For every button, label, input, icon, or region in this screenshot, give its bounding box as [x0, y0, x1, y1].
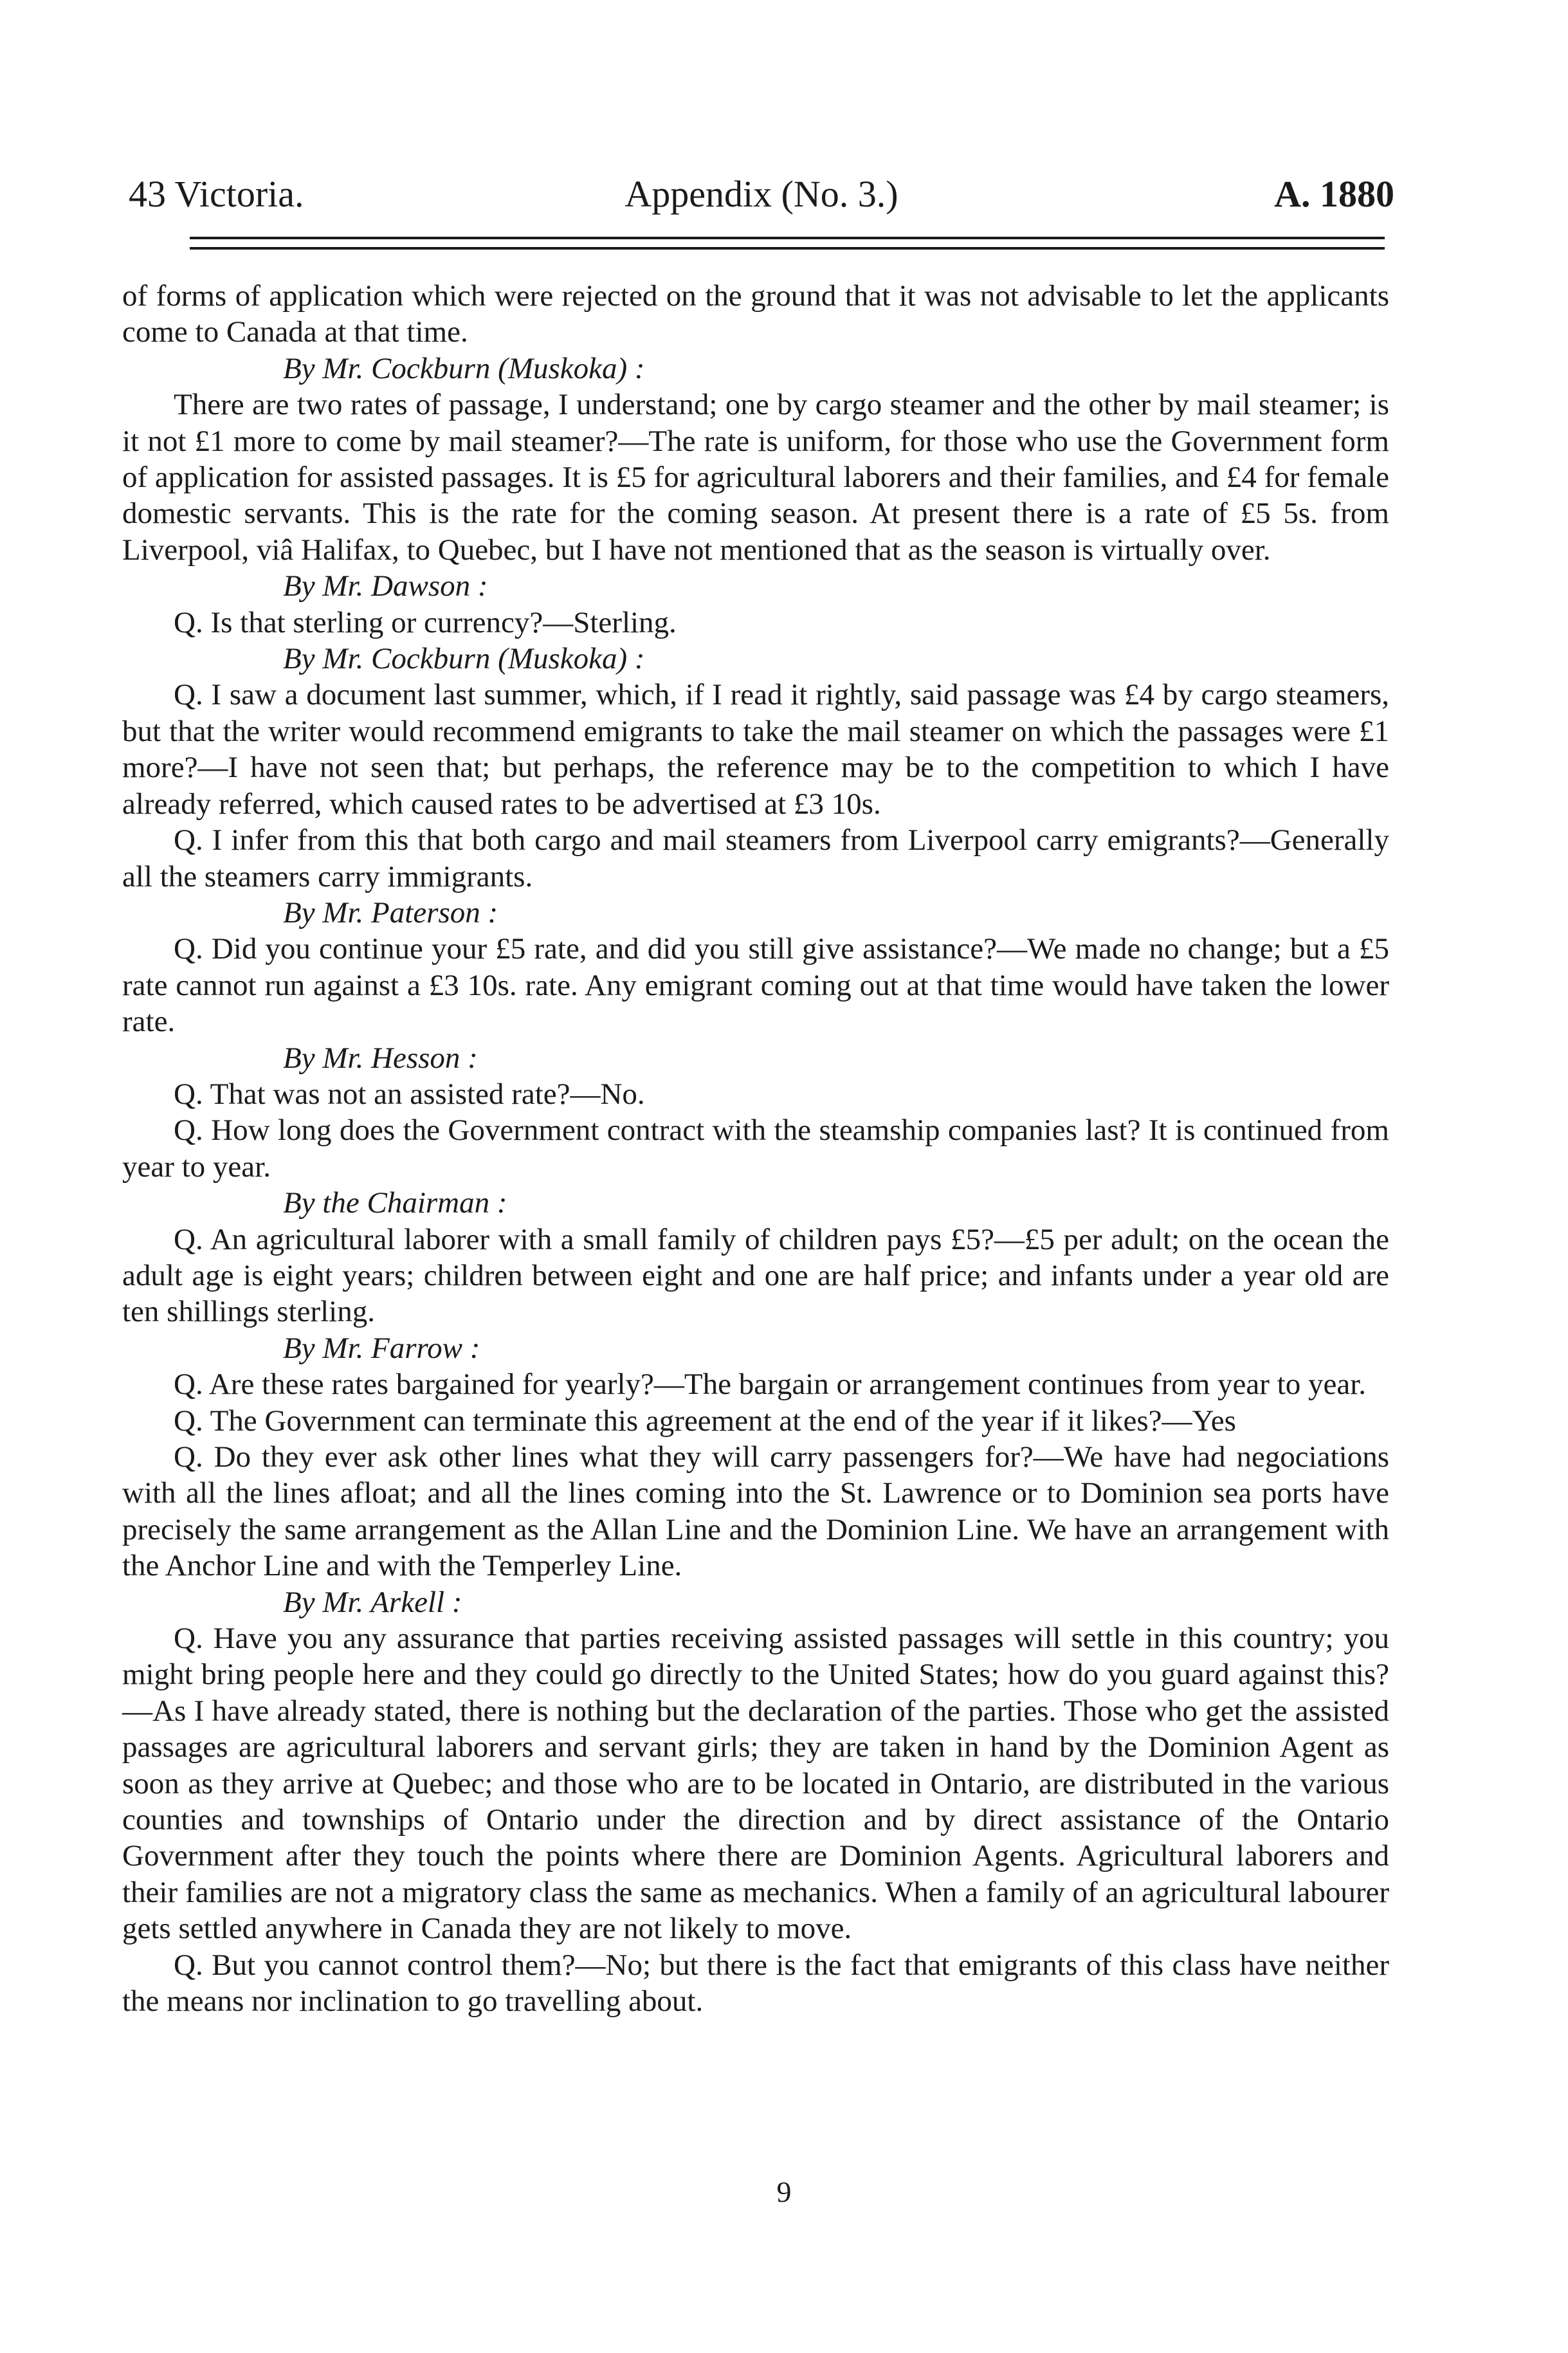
paragraph: Q. Did you continue your £5 rate, and did you still give assistance?—We made no change; but a £5 rate cannot run against a £3 10s. rate. Any emigrant coming out at that time would have taken the lower rate.: [122, 932, 1389, 1039]
paragraph: There are two rates of passage, I understand; one by cargo steamer and the other by mail steamer; is it not £1 more to come by mail steamer?—The rate is uniform, for those who use the Government form of application for assisted passages. It is £5 for agricultural laborers and their families, and £4 for female domestic servants. This is the rate for the coming season. At present there is a rate of £5 5s. from Liverpool, viâ Halifax, to Quebec, but I have not mentioned that as the season is virtually over.: [122, 388, 1389, 567]
paragraph: Q. An agricultural laborer with a small family of children pays £5?—£5 per adult; on the ocean the adult age is eight years; children between eight and one are half price; and infants under a year old are ten shillings sterling.: [122, 1222, 1389, 1329]
header-year: A. 1880: [1274, 173, 1394, 215]
paragraph: Q. Are these rates bargained for yearly?—The bargain or arrangement continues from year to year.: [174, 1368, 1366, 1402]
paragraph: Q. I infer from this that both cargo and mail steamers from Liverpool carry emigrants?—Generally all the steamers carry immigrants.: [122, 823, 1389, 893]
paragraph: of forms of application which were rejected on the ground that it was not advisable to let the applicants come to Canada at that time.: [122, 279, 1389, 349]
speaker-heading: By Mr. Cockburn (Muskoka) :: [283, 642, 645, 676]
header-session: 43 Victoria.: [129, 173, 304, 215]
paragraph: Q. Do they ever ask other lines what they will carry passengers for?—We have had negociations with all the lines afloat; and all the lines coming into the St. Lawrence or to Dominion sea ports have precisely the same arrangement as the Allan Line and the Dominion Line. We have an arrangement with the Anchor Line and with the Temperley Line.: [122, 1440, 1389, 1583]
paragraph: Q. I saw a document last summer, which, if I read it rightly, said passage was £4 by cargo steamers, but that the writer would recommend emigrants to take the mail steamer on which the passages were £1 more?—I have not seen that; but perhaps, the reference may be to the competition to which I have already referred, which caused rates to be advertised at £3 10s.: [122, 678, 1389, 821]
speaker-heading: By Mr. Cockburn (Muskoka) :: [283, 351, 645, 385]
header-rule-bottom: [190, 247, 1385, 250]
paragraph: Q. That was not an assisted rate?—No.: [174, 1077, 645, 1111]
speaker-heading: By Mr. Arkell :: [283, 1585, 462, 1619]
running-header: [129, 169, 1394, 220]
paragraph: Q. The Government can terminate this agreement at the end of the year if it likes?—Yes: [174, 1404, 1236, 1438]
paragraph: Q. But you cannot control them?—No; but there is the fact that emigrants of this class have neither the means nor inclination to go travelling about.: [122, 1948, 1389, 2019]
paragraph: Q. Have you any assurance that parties receiving assisted passages will settle in this country; you might bring people here and they could go directly to the United States; how do you guard against this?—As I have already stated, there is nothing but the declaration of the parties. Those who get the assisted passages are agricultural laborers and servant girls; they are taken in hand by the Dominion Agent as soon as they arrive at Quebec; and those who are to be located in Ontario, are distributed in the various counties and townships of Ontario under the direction and by direct assistance of the Ontario Government after they touch the points where there are Dominion Agents. Agricultural laborers and their families are not a migratory class the same as mechanics. When a family of an agricultural labourer gets settled anywhere in Canada they are not likely to move.: [122, 1622, 1389, 1946]
speaker-heading: By the Chairman :: [283, 1186, 507, 1220]
speaker-heading: By Mr. Paterson :: [283, 895, 498, 929]
speaker-heading: By Mr. Farrow :: [283, 1331, 480, 1365]
speaker-heading: By Mr. Dawson :: [283, 569, 488, 603]
paragraph: Q. How long does the Government contract with the steamship companies last? It is continued from year to year.: [122, 1113, 1389, 1184]
header-rule-top: [190, 237, 1385, 239]
document-body: [122, 278, 1389, 2020]
page-number: 9: [776, 2175, 792, 2208]
speaker-heading: By Mr. Hesson :: [283, 1041, 478, 1075]
paragraph: Q. Is that sterling or currency?—Sterling.: [174, 605, 677, 639]
header-appendix: Appendix (No. 3.): [624, 173, 898, 215]
